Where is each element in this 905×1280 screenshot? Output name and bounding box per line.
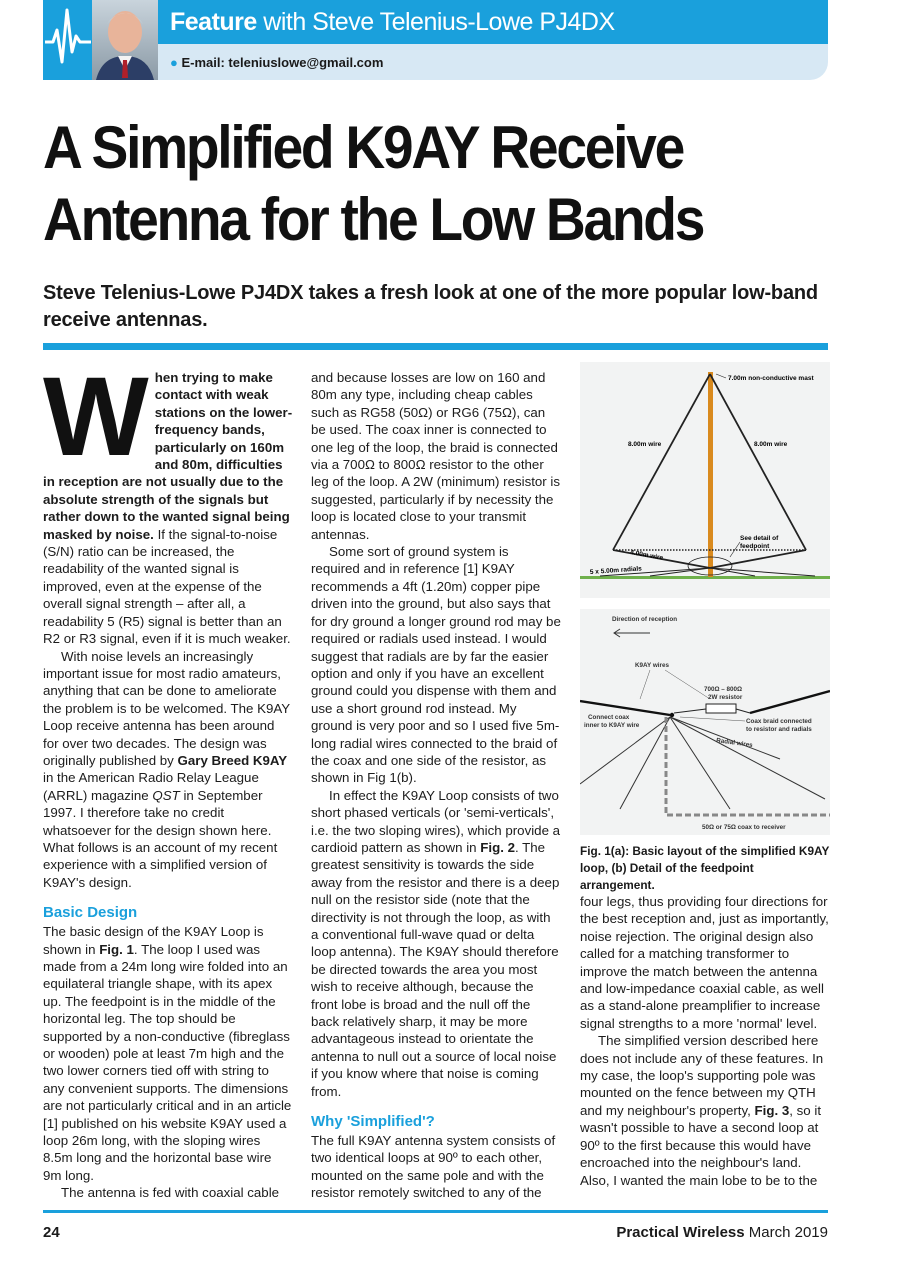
magazine-credit: Practical Wireless March 2019 [616,1224,828,1241]
base-wire-label: 4.00m wire [629,549,664,562]
feature-banner [158,0,828,44]
svg-text:700Ω – 800Ω: 700Ω – 800Ω [704,686,743,693]
mast [708,372,713,577]
section-heading: Why 'Simplified'? [311,1113,435,1131]
paragraph: and because losses are low on 160 and 80m any type, including cheap cables such as RG58 (50Ω) or RG6 (75Ω), can be used. The coax inner is connected to one leg of the loop, the braid is connected via a 700Ω to 800Ω resistor to the other leg of the loop. A 2W (minimum) resistor is suggested, particularly if by necessity the loop is located close to your transmit antennas. [311,370,561,542]
radials-label: 5 x 5.00m radials [589,565,643,576]
header-tab [43,0,93,80]
k9ay-wire-left [580,701,670,715]
mast-label: 7.00m non-conductive mast [728,375,814,382]
footer-divider [43,1210,828,1213]
email-text[interactable]: E-mail: teleniuslowe@gmail.com [181,55,384,70]
svg-text:See detail of: See detail of [740,535,779,542]
svg-text:Radial wires: Radial wires [715,737,754,750]
paragraph: Some sort of ground system is required and in reference [1] K9AY recommends a 4ft (1.20m) copper pipe driven into the ground, but also says that for dry ground a longer ground rod may be required or radials used instead. I would suggest that radials are by far the easier option and only if you have an excellent ground could you dispense with them and use a short ground rod instead. My ground is very poor and so I used five 5m-long radial wires connected to the braid of the coax and one side of the resistor, as shown in Fig 1(b). [311,544,561,786]
k9ay-wire-right [750,691,830,713]
figure-1a-layout [580,362,830,598]
column-3 [580,893,830,1189]
svg-text:Coax braid connected: Coax braid connected [746,718,812,725]
bullet-icon: ● [170,55,182,70]
paragraph: The full K9AY antenna system consists of two identical loops at 90º to each other, mounted on the same pole and with the resistor remotely switched to any of the [311,1133,556,1201]
divider [43,343,828,350]
svg-text:Connect coax: Connect coax [588,714,630,721]
column-1 [43,354,293,1202]
author-email [158,44,828,80]
section-heading: Basic Design [43,904,138,922]
svg-text:2W resistor: 2W resistor [708,694,743,701]
page-number: 24 [43,1224,60,1241]
svg-text:inner to K9AY wire: inner to K9AY wire [584,722,640,729]
intro-paragraph: When trying to make contact with weak stations on the lower-frequency bands, particularly on 160m and 80m, difficulties in reception are not usually due to the absolute strength of the signals but rather down to the wanted signal being masked by noise. If the signal-to-noise (S/N) ratio can be increased, the readability of the wanted signal is improved, even at the expense of the overall signal strength – after all, a readability 5 (R5) signal is better than an R2 or R3 signal, even if it is much weaker. [43,354,293,647]
paragraph: The basic design of the K9AY Loop is shown in Fig. 1. The loop I used was made from a 24m long wire folded into an equilateral triangle shape, with its apex up. The feedpoint is in the middle of the horizontal leg. The top should be supported by a non-conductive (fibreglass or wooden) pole at least 7m high and the two lower corners tied off with string to any convenient supports. The dimensions are not particularly critical and in an article [1] published on his website K9AY used a loop 26m long, with the sloping wires 8.5m long and the horizontal base wire 9m long. [43,924,292,1183]
svg-text:50Ω or 75Ω coax to receiver: 50Ω or 75Ω coax to receiver [702,824,786,831]
resistor [706,704,736,713]
svg-text:feedpoint: feedpoint [740,543,770,550]
figure-caption: Fig. 1(a): Basic layout of the simplified K9AY loop, (b) Detail of the feedpoint arrangement. [580,844,830,892]
svg-text:to resistor and radials: to resistor and radials [746,726,812,733]
standfirst: Steve Telenius-Lowe PJ4DX takes a fresh look at one of the more popular low-band receive antennas. [43,282,818,331]
paragraph: With noise levels an increasingly important issue for most radio amateurs, anything that can be done to ameliorate the problem is to be welcomed. The K9AY Loop receive antenna has been around for over two decades. The design was originally published by Gary Breed K9AY in the American Radio Relay League (ARRL) magazine QST in September 1997. I therefore take no credit whatsoever for the design shown here. What follows is an account of my recent experience with a simplified version of K9AY's design. [43,648,290,890]
column-2 [311,369,561,1202]
direction-label: Direction of reception [612,616,678,623]
feature-label: Feature [170,8,257,36]
paragraph: The antenna is fed with coaxial cable [61,1185,280,1201]
paragraph: In effect the K9AY Loop consists of two short phased verticals (or 'semi-verticals', i.e. the two sloping wires), which provide a cardioid pattern as shown in Fig. 2. The greatest sensitivity is towards the side away from the resistor and there is a deep null on the resistor side (note that the directivity is not through the loop, as with a conventional full-wave quad or delta loop antenna). The K9AY should therefore be directed towards the area you most wish to receive although, because the front lobe is broad and the null off the back relatively sharp, it may be more advantageous instead to orientate the antenna to null out a source of local noise if you know where that noise is coming from. [311,787,561,1099]
svg-text:K9AY wires: K9AY wires [635,662,669,669]
right-wire-label: 8.00m wire [754,441,788,448]
figure-1b-feedpoint [580,609,830,835]
feature-author: with Steve Telenius-Lowe PJ4DX [263,8,615,36]
left-wire-label: 8.00m wire [628,441,662,448]
author-photo [92,0,158,80]
paragraph: The simplified version described here does not include any of these features. In my case, the loop's supporting pole was mounted on the fence between my QTH and my neighbour's property, Fig. 3, so it wasn't possible to have a second loop at 90º to the first because this would have encroached into the neighbour's land. Also, I wanted the main lobe to be to the [580,1033,824,1188]
paragraph: four legs, thus providing four directions for the best reception and, just as importantly, noise rejection. The original design also called for a matching transformer to improve the match between the antenna and low-impedance coaxial cable, as well as a stand-alone preamplifier to increase signal strengths to a more 'normal' level. [580,894,829,1031]
drop-cap: W [43,354,149,479]
waveform-icon [43,0,93,80]
right-wire [710,374,806,550]
left-wire [613,374,710,550]
article-title: A Simplified K9AY Receive Antenna for the Low Bands [43,114,704,253]
